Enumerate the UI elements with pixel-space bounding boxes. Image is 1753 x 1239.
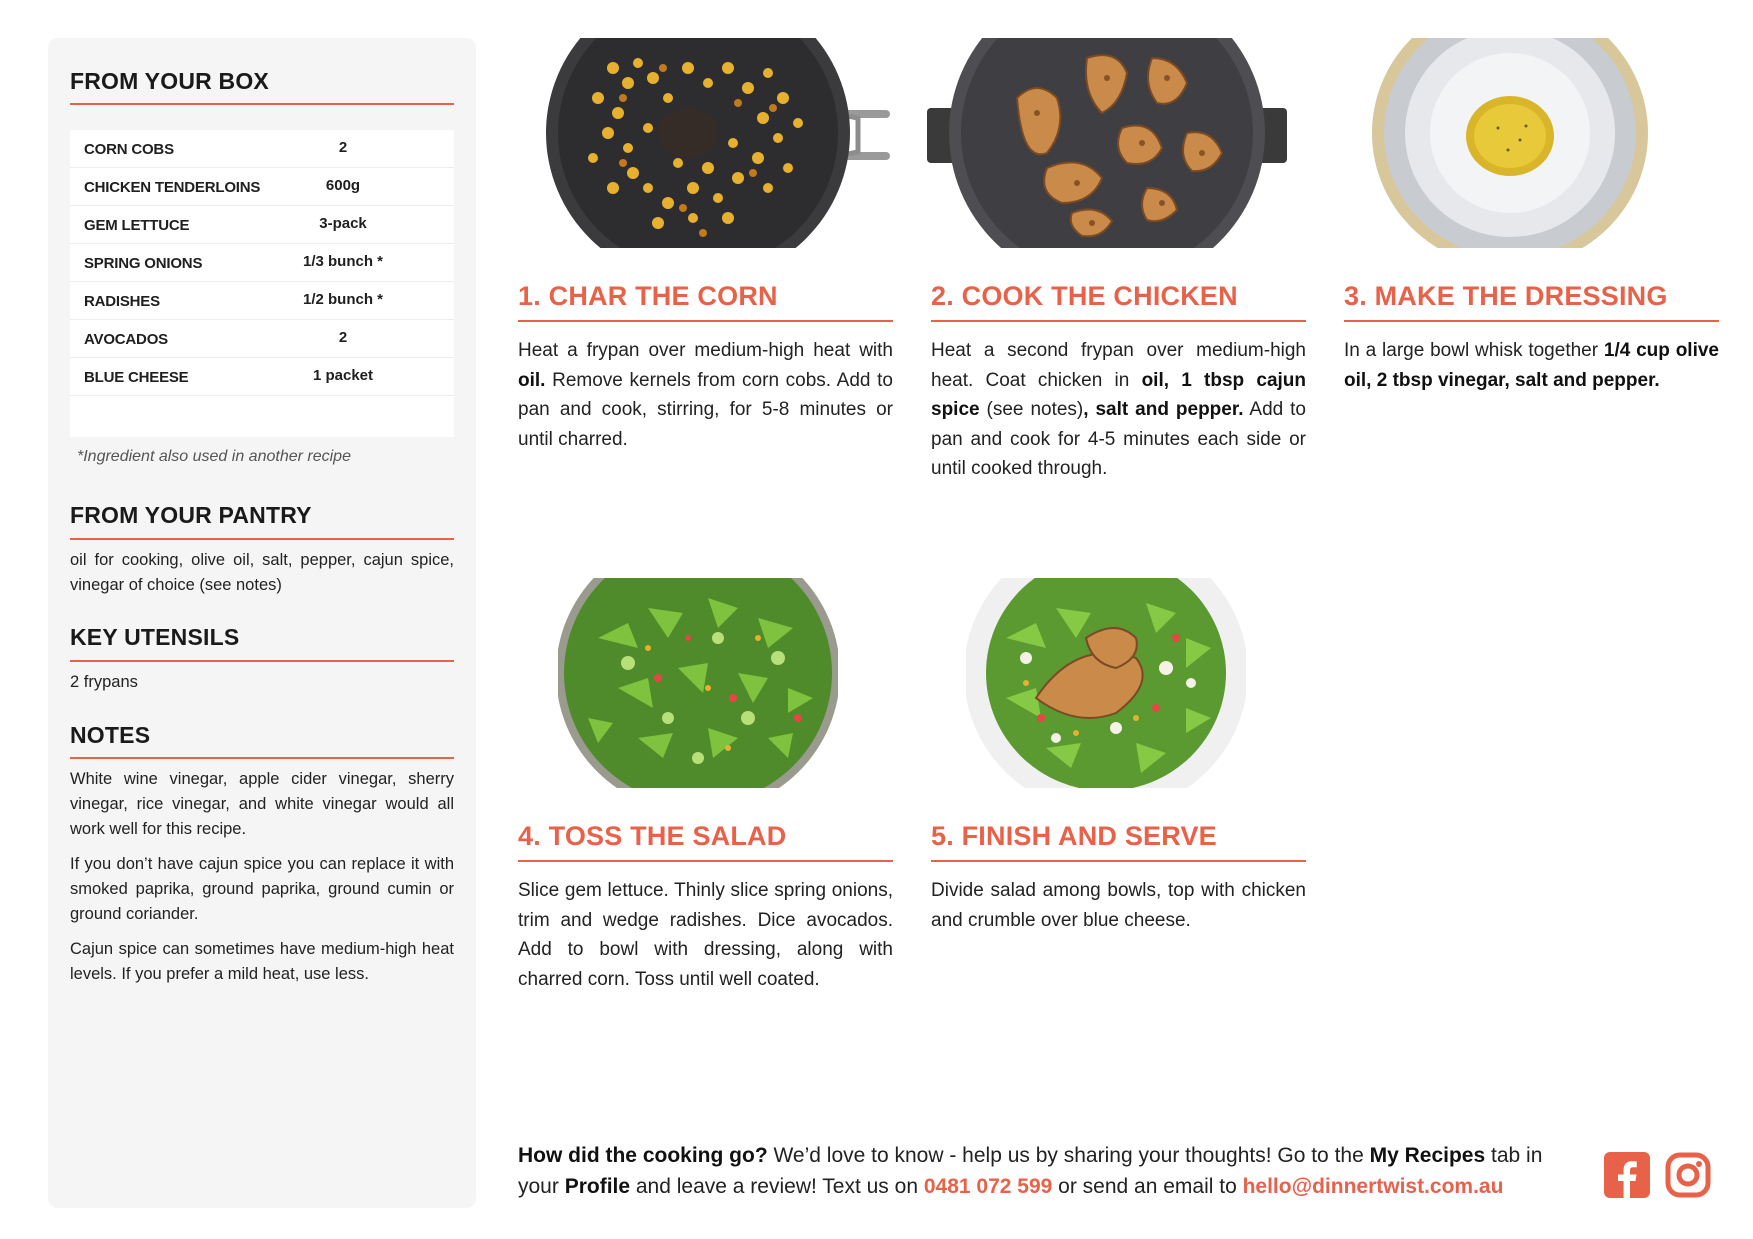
step-5-text: [931, 876, 1306, 935]
ingredient-row: [70, 206, 454, 244]
step-divider: [518, 860, 893, 862]
text-run: or send an email to: [1052, 1175, 1243, 1198]
ingredient-name: AVOCADOS: [84, 331, 168, 348]
step-3-title: 3. MAKE THE DRESSING: [1344, 281, 1668, 311]
text-run: In a large bowl whisk together: [1344, 340, 1604, 361]
contact-link[interactable]: hello@dinnertwist.com.au: [1242, 1175, 1504, 1198]
ingredient-name: BLUE CHEESE: [84, 369, 189, 386]
ingredient-name: GEM LETTUCE: [84, 217, 190, 234]
step-divider: [931, 320, 1306, 322]
step-3-photo: [1370, 38, 1650, 248]
section-divider: [70, 660, 454, 662]
text-run: and leave a review! Text us on: [630, 1175, 924, 1198]
ingredient-qty: 2: [338, 329, 348, 346]
from-box-title: FROM YOUR BOX: [70, 68, 269, 94]
utensils-text: 2 frypans: [70, 673, 138, 691]
ingredient-qty: 3-pack: [319, 215, 367, 232]
step-2-text: [931, 336, 1306, 484]
section-divider: [70, 757, 454, 759]
text-run: Profile: [564, 1175, 631, 1198]
ingredient-row: [70, 358, 454, 396]
text-run: Add to pan and cook for 4-5 minutes each side or until cooked through.: [931, 399, 1307, 479]
text-run: Heat a second frypan over medium-high heat. Coat chicken in: [931, 340, 1306, 391]
ingredient-row: [70, 168, 454, 206]
ingredient-qty: 1/3 bunch *: [302, 253, 384, 270]
notes-title: NOTES: [70, 722, 151, 748]
ingredient-row: [70, 244, 454, 282]
ingredient-qty: 2: [338, 139, 348, 156]
ingredient-name: CORN COBS: [84, 141, 174, 158]
contact-link[interactable]: 0481 072 599: [923, 1175, 1053, 1198]
step-2-title: 2. COOK THE CHICKEN: [931, 281, 1238, 311]
section-divider: [70, 538, 454, 540]
ingredients-table: [70, 130, 454, 437]
text-run: tab in your: [518, 1144, 1543, 1198]
facebook-icon[interactable]: [1604, 1152, 1650, 1198]
ingredient-name: RADISHES: [84, 293, 160, 310]
ingredient-name: SPRING ONIONS: [84, 255, 203, 272]
text-run: Slice gem lettuce. Thinly slice spring onions, trim and wedge radishes. Dice avocados. Add to bowl with dressing, along with charred corn. Toss until well coated.: [518, 880, 893, 990]
notes-paragraph: White wine vinegar, apple cider vinegar, sherry vinegar, rice vinegar, and white vinegar would all work well for this recipe.: [70, 770, 454, 838]
text-run: My Recipes: [1369, 1144, 1486, 1167]
text-run: (see notes): [979, 399, 1084, 420]
step-2-photo: [927, 38, 1287, 248]
ingredient-qty: 600g: [325, 177, 361, 194]
step-4-photo: [558, 578, 838, 788]
feedback-footer: [518, 1140, 1568, 1202]
step-5-photo: [966, 578, 1246, 788]
section-divider: [70, 103, 454, 105]
notes-paragraph: Cajun spice can sometimes have medium-high heat levels. If you prefer a mild heat, use less.: [70, 940, 454, 983]
text-run: 1/4 cup olive oil, 2 tbsp vinegar, salt and pepper.: [1344, 340, 1719, 391]
text-run: oil, 1 tbsp cajun spice: [931, 369, 1307, 420]
step-1-title: 1. CHAR THE CORN: [518, 281, 778, 311]
text-run: Heat a frypan over medium-high heat with: [518, 340, 893, 361]
ingredient-qty: 1/2 bunch *: [302, 291, 384, 308]
ingredient-qty: 1 packet: [312, 367, 374, 384]
ingredient-footnote: *Ingredient also used in another recipe: [77, 448, 351, 465]
ingredient-row: [70, 320, 454, 358]
text-run: oil.: [518, 369, 546, 391]
notes-paragraph: If you don’t have cajun spice you can replace it with smoked paprika, ground paprika, ground cumin or ground coriander.: [70, 855, 454, 923]
step-divider: [1344, 320, 1719, 322]
text-run: Divide salad among bowls, top with chicken and crumble over blue cheese.: [931, 880, 1306, 931]
step-divider: [931, 860, 1306, 862]
utensils-title: KEY UTENSILS: [70, 624, 240, 650]
step-3-text: [1344, 336, 1719, 395]
instagram-icon[interactable]: [1665, 1152, 1711, 1198]
pantry-text: oil for cooking, olive oil, salt, pepper, cajun spice, vinegar of choice (see notes): [70, 551, 454, 594]
ingredient-row: [70, 130, 454, 168]
step-4-text: [518, 876, 893, 994]
ingredient-name: CHICKEN TENDERLOINS: [84, 179, 261, 196]
text-run: We’d love to know - help us by sharing your thoughts! Go to the: [767, 1144, 1370, 1167]
pantry-title: FROM YOUR PANTRY: [70, 502, 312, 528]
text-run: , salt and pepper.: [1083, 399, 1244, 420]
ingredients-panel: [48, 38, 476, 1208]
text-run: How did the cooking go?: [518, 1144, 768, 1167]
step-divider: [518, 320, 893, 322]
ingredient-row: [70, 282, 454, 320]
step-5-title: 5. FINISH AND SERVE: [931, 821, 1217, 851]
text-run: Remove kernels from corn cobs. Add to pan and cook, stirring, for 5-8 minutes or until charred.: [518, 369, 893, 450]
step-1-text: [518, 336, 893, 454]
step-4-title: 4. TOSS THE SALAD: [518, 821, 787, 851]
step-1-photo: [518, 38, 890, 248]
